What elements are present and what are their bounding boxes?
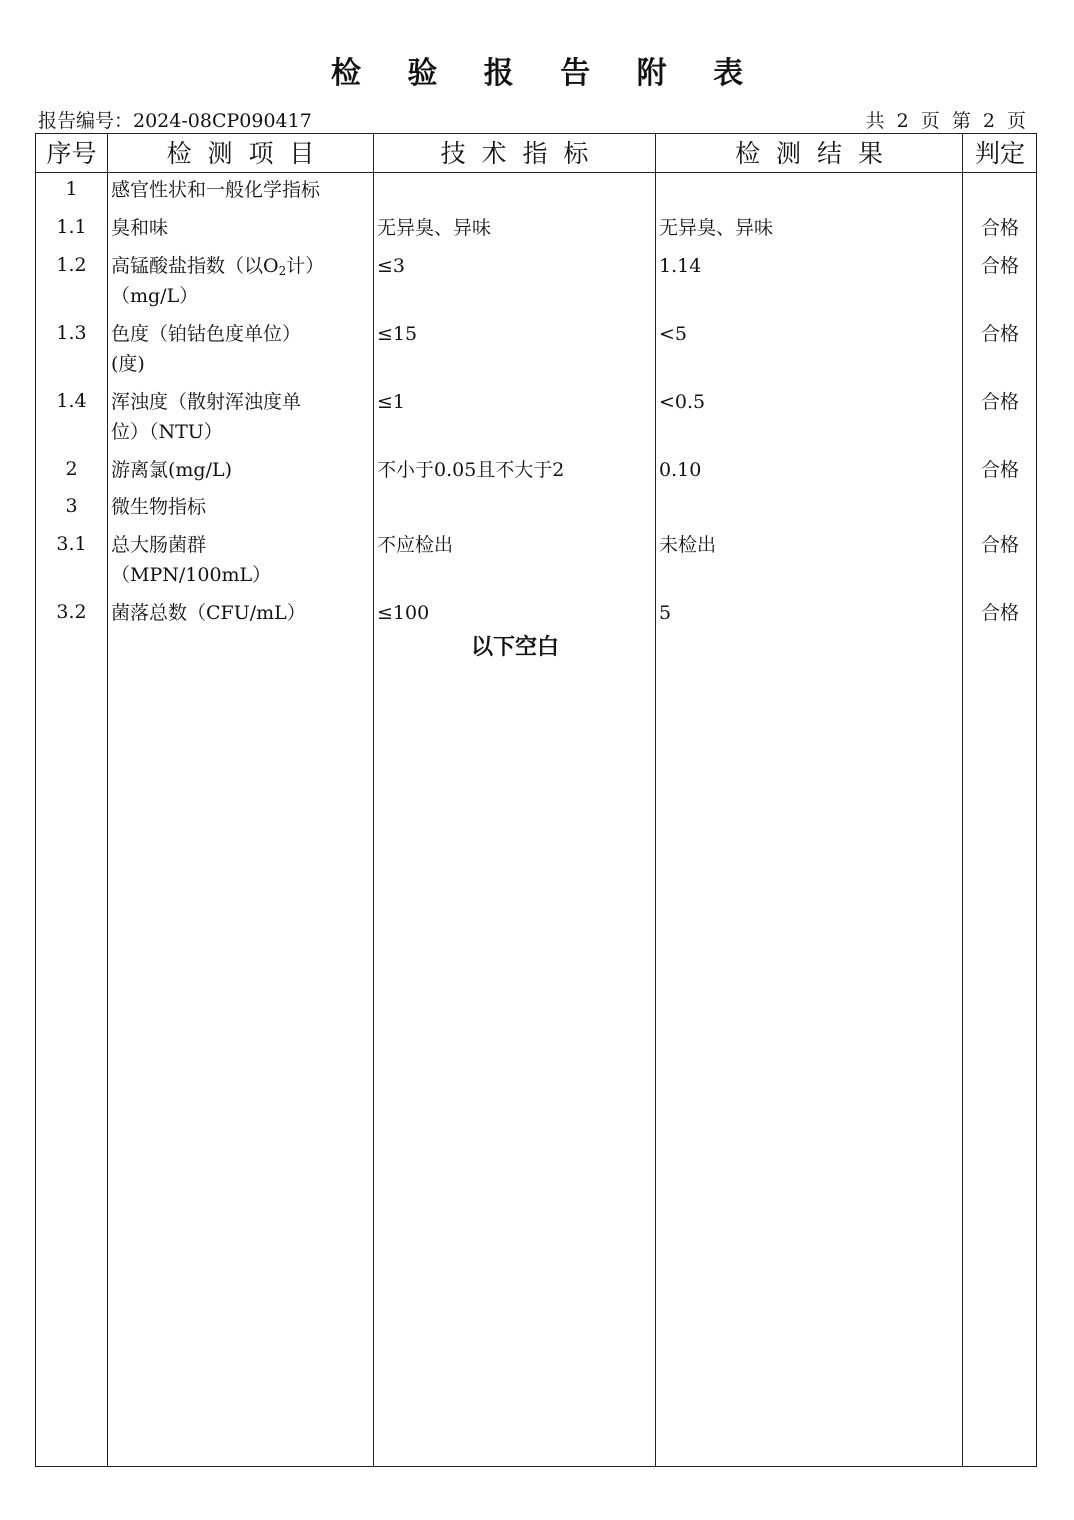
row-item: 菌落总数（CFU/mL） <box>111 602 306 624</box>
header-judgement: 判定 <box>974 139 1025 168</box>
row-spec: 无异臭、异味 <box>377 217 492 239</box>
row-item-line2: （mg/L） <box>111 285 199 307</box>
row-result: 无异臭、异味 <box>659 217 774 239</box>
column-divider <box>962 133 963 1467</box>
row-result: 未检出 <box>659 534 717 556</box>
row-spec: ≤3 <box>377 255 406 277</box>
header-seq: 序号 <box>46 139 97 168</box>
row-item: 微生物指标 <box>111 496 207 518</box>
row-seq: 2 <box>65 458 78 480</box>
row-item-text: 计） <box>286 255 325 277</box>
row-seq: 1.3 <box>56 322 87 344</box>
row-seq: 3.2 <box>56 601 87 623</box>
row-judgement: 合格 <box>980 459 1019 481</box>
row-item-line2: 位）（NTU） <box>111 421 223 443</box>
row-result: 5 <box>659 602 672 624</box>
report-meta <box>38 108 1026 134</box>
row-item: 感官性状和一般化学指标 <box>111 179 321 201</box>
row-spec: ≤15 <box>377 323 418 345</box>
column-divider <box>373 133 374 1467</box>
header-result: 检 测 结 果 <box>735 139 883 168</box>
header-spec: 技 术 指 标 <box>440 139 589 168</box>
column-divider <box>107 133 108 1467</box>
row-seq: 3.1 <box>56 533 87 555</box>
page-info: 共 2 页 第 2 页 <box>865 110 1026 132</box>
row-spec: ≤100 <box>377 602 430 624</box>
column-divider <box>655 133 656 1467</box>
row-judgement: 合格 <box>980 534 1019 556</box>
row-result: <5 <box>659 323 688 345</box>
row-item-line2: (度) <box>111 353 145 375</box>
row-item: 浑浊度（散射浑浊度单 <box>111 391 302 413</box>
row-result: <0.5 <box>659 391 706 413</box>
row-result: 1.14 <box>659 255 702 277</box>
row-judgement: 合格 <box>980 323 1019 345</box>
row-item: 总大肠菌群 <box>111 534 207 556</box>
row-seq: 1 <box>65 178 78 200</box>
row-seq: 1.1 <box>56 216 87 238</box>
row-result: 0.10 <box>659 459 702 481</box>
row-spec: 不小于0.05且不大于2 <box>377 459 565 481</box>
row-seq: 3 <box>65 495 78 517</box>
row-item: 臭和味 <box>111 217 169 239</box>
header-item: 检 测 项 目 <box>166 139 315 168</box>
row-item: 游离氯(mg/L) <box>111 459 233 481</box>
row-spec: 不应检出 <box>377 534 454 556</box>
row-seq: 1.2 <box>56 254 87 276</box>
row-judgement: 合格 <box>980 217 1019 239</box>
header-divider <box>35 172 1037 173</box>
row-seq: 1.4 <box>56 390 87 412</box>
row-item-subscript: 2 <box>278 264 287 278</box>
row-judgement: 合格 <box>980 391 1019 413</box>
document-title: 检 验 报 告 附 表 <box>330 56 762 91</box>
row-item: 色度（铂钴色度单位） <box>111 323 302 345</box>
report-number: 报告编号：2024-08CP090417 <box>38 110 312 132</box>
row-spec: ≤1 <box>377 391 406 413</box>
row-judgement: 合格 <box>980 602 1019 624</box>
blank-note: 以下空白 <box>470 635 559 660</box>
row-judgement: 合格 <box>980 255 1019 277</box>
row-item-line2: （MPN/100mL） <box>111 564 272 586</box>
row-item-text: 高锰酸盐指数（以O <box>111 255 279 277</box>
